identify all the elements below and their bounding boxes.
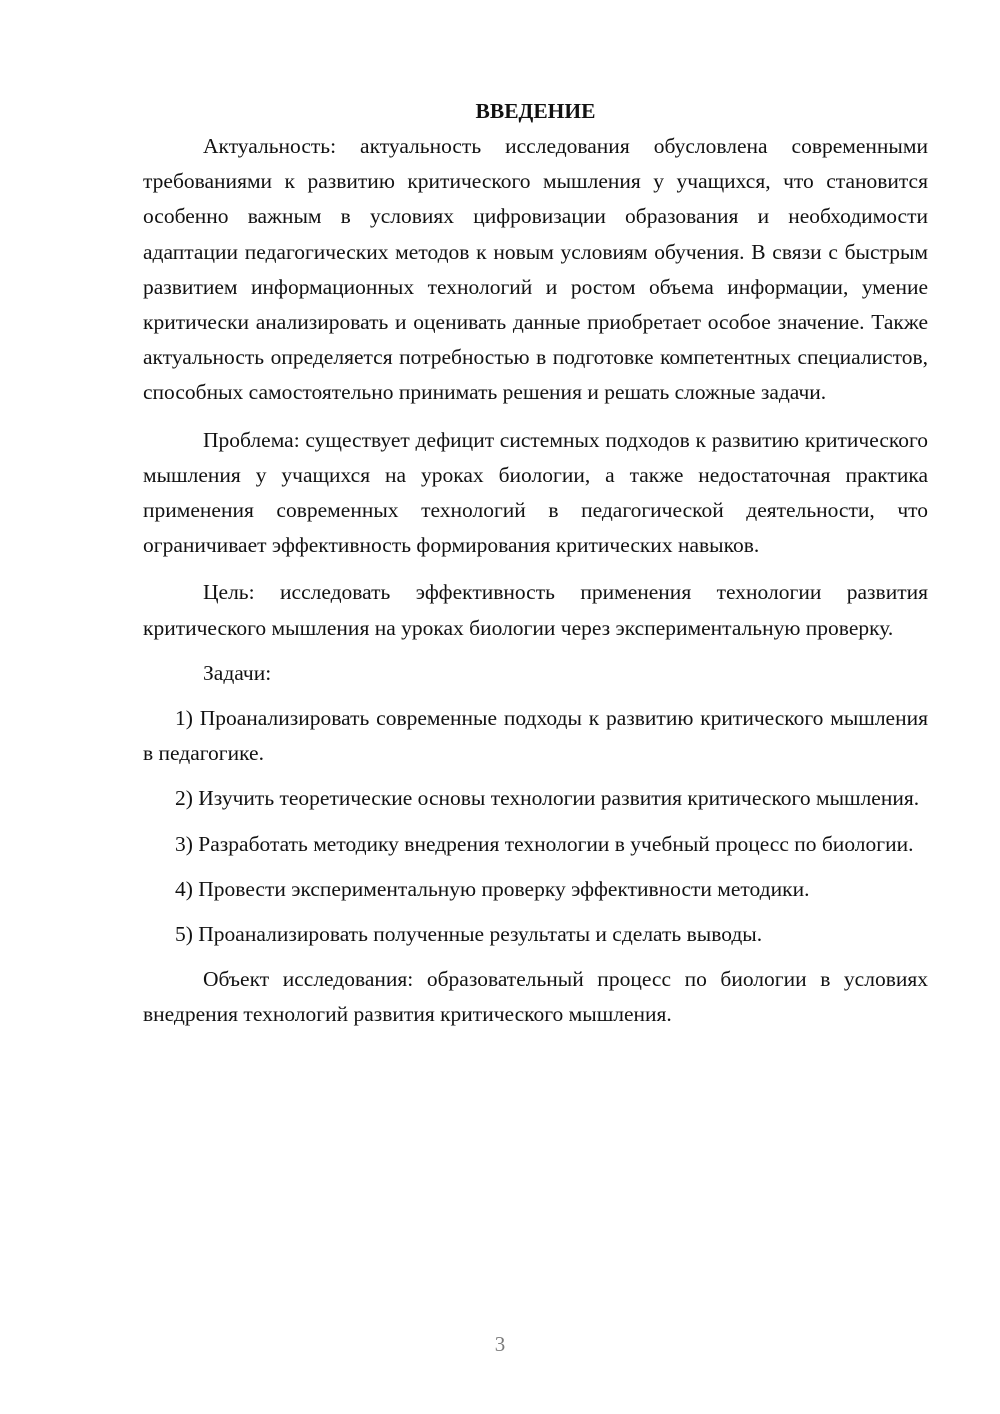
- tasks-heading: Задачи:: [203, 660, 272, 685]
- relevance-paragraph: Актуальность: актуальность исследования обусловлена современными требованиями к развитию критического мышления у учащихся, что становится особенно важным в условиях цифровизации образования и необходимости адаптации педагогических методов к новым условиям обучения. В связи с быстрым развитием информационных технологий и ростом объема информации, умение критически анализировать и оценивать данные приобретает особое значение. Также актуальность определяется потребностью в подготовке компетентных специалистов, способных самостоятельно принимать решения и решать сложные задачи.: [143, 134, 928, 405]
- goal-paragraph: Цель: исследовать эффективность применения технологии развития критического мышления на уроках биологии через экспериментальную проверку.: [143, 580, 928, 640]
- page-number: 3: [494, 1332, 506, 1356]
- document-page: [143, 94, 928, 1033]
- task-item: 4) Провести экспериментальную проверку эффективности методики.: [175, 876, 810, 901]
- task-item: 2) Изучить теоретические основы технологии развития критического мышления.: [175, 786, 920, 811]
- task-item: 1) Проанализировать современные подходы к развитию критического мышления в педагогике.: [143, 706, 928, 766]
- problem-paragraph: Проблема: существует дефицит системных подходов к развитию критического мышления у учащихся на уроках биологии, а также недостаточная практика применения современных технологий в педагогической деятельности, что ограничивает эффективность формирования критических навыков.: [143, 427, 928, 558]
- section-title: ВВЕДЕНИЕ: [475, 99, 596, 123]
- object-paragraph: Объект исследования: образовательный процесс по биологии в условиях внедрения технологий развития критического мышления.: [143, 967, 928, 1027]
- task-item: 3) Разработать методику внедрения технологии в учебный процесс по биологии.: [175, 831, 914, 856]
- task-item: 5) Проанализировать полученные результаты и сделать выводы.: [175, 922, 763, 947]
